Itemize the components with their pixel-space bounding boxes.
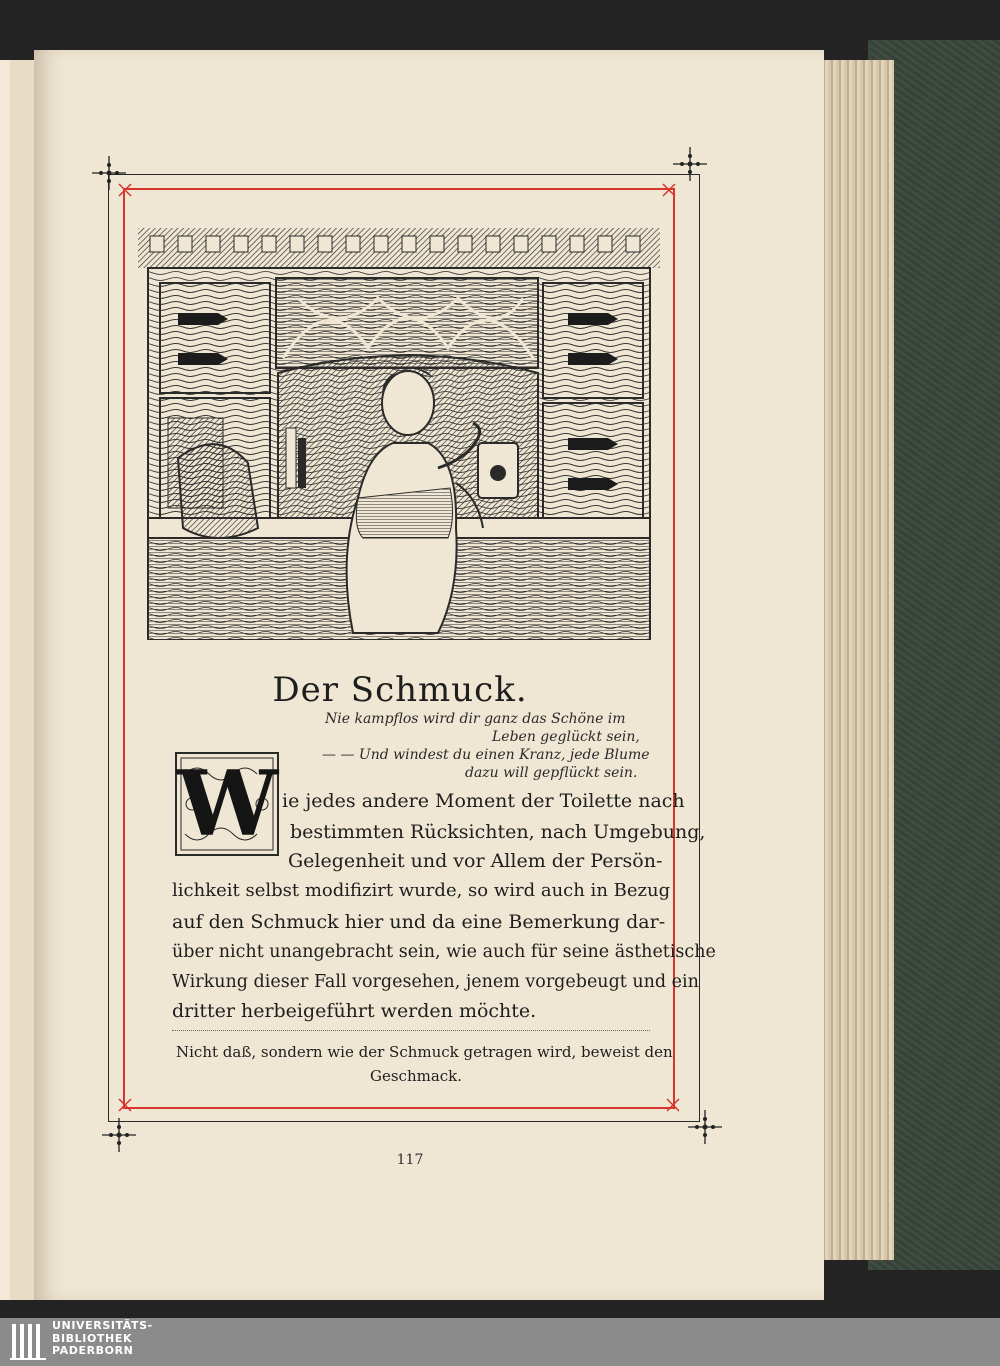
red-cross-bottom-left xyxy=(118,1098,132,1112)
left-page-edge xyxy=(0,60,10,1300)
engraving-illustration xyxy=(138,228,660,640)
body-line-7: Wirkung dieser Fall vorgesehen, jenem vorgebeugt und ein xyxy=(172,972,699,992)
page-number: 117 xyxy=(396,1152,424,1168)
epigraph-line-3: — — Und windest du einen Kranz, jede Blume xyxy=(322,747,650,763)
corner-ornament-bottom-right xyxy=(688,1110,722,1144)
library-logo-icon xyxy=(10,1322,46,1362)
body-line-4: lichkeit selbst modifizirt wurde, so wird auch in Bezug xyxy=(172,880,671,901)
page-title: Der Schmuck. xyxy=(272,670,528,710)
epigraph-line-1: Nie kampflos wird dir ganz das Schöne im xyxy=(325,711,626,727)
library-name-line-2: BIBLIOTHEK xyxy=(52,1331,133,1345)
motto-line-2: Geschmack. xyxy=(370,1067,463,1085)
corner-ornament-bottom-left xyxy=(102,1118,136,1152)
page-edges xyxy=(820,60,894,1260)
drop-cap-letter: W xyxy=(177,751,279,857)
red-cross-top-left xyxy=(118,183,132,197)
library-name xyxy=(52,1320,153,1358)
body-line-5: auf den Schmuck hier und da eine Bemerkung dar- xyxy=(172,911,666,933)
motto-line-1: Nicht daß, sondern wie der Schmuck getragen wird, beweist den xyxy=(176,1043,673,1061)
drop-cap xyxy=(175,752,279,856)
corner-ornament-top-right xyxy=(673,147,707,181)
epigraph-line-2: Leben geglückt sein, xyxy=(492,729,640,745)
epigraph-line-4: dazu will gepflückt sein. xyxy=(465,765,638,781)
body-line-6: über nicht unangebracht sein, wie auch für seine ästhetische xyxy=(172,942,716,962)
library-name-line-3: PADERBORN xyxy=(52,1344,134,1357)
body-line-3: Gelegenheit und vor Allem der Persön- xyxy=(288,850,663,872)
library-name-line-1: UNIVERSITÄTS- xyxy=(52,1319,153,1332)
body-line-1: ie jedes andere Moment der Toilette nach xyxy=(282,790,685,812)
red-cross-top-right xyxy=(662,183,676,197)
dotted-divider xyxy=(172,1030,650,1031)
red-cross-bottom-right xyxy=(666,1098,680,1112)
body-line-2: bestimmten Rücksichten, nach Umgebung, xyxy=(290,821,706,843)
body-line-8: dritter herbeigeführt werden möchte. xyxy=(172,1000,537,1022)
